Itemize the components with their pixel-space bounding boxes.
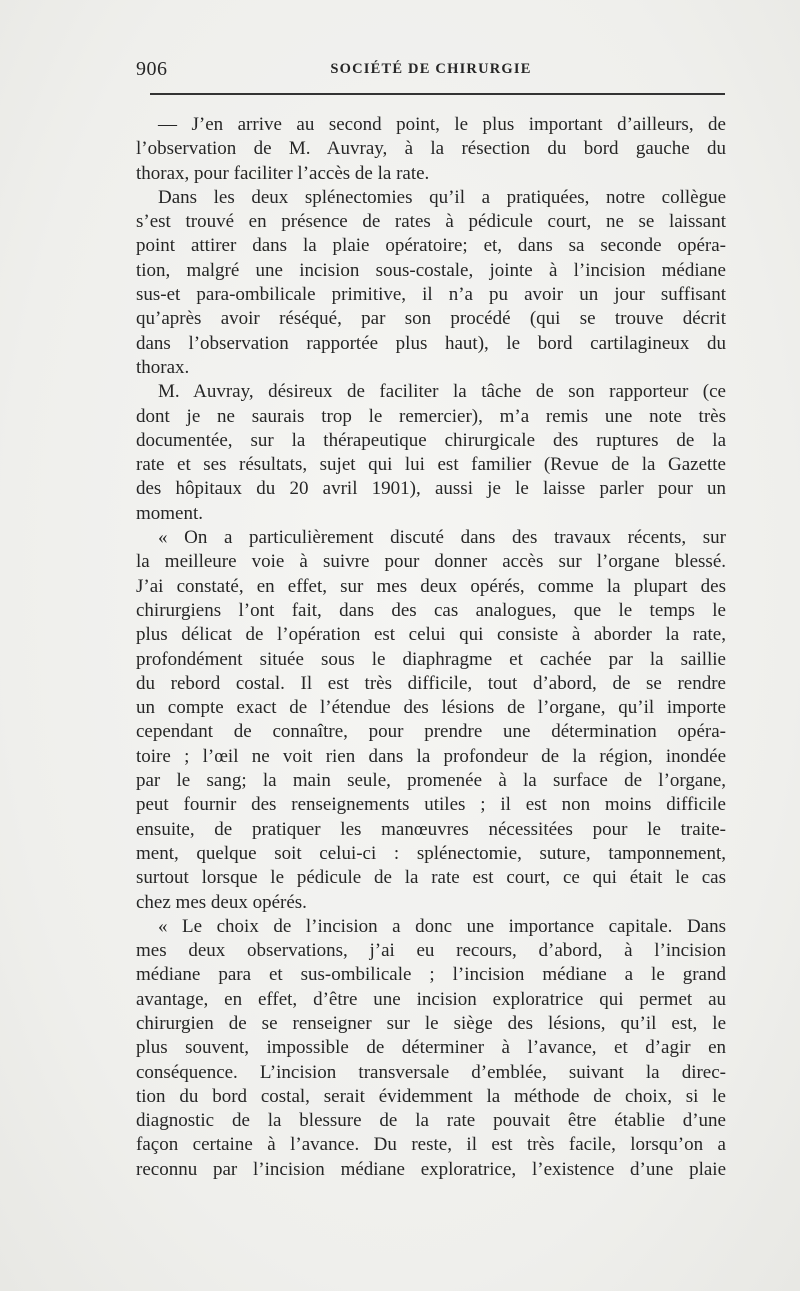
text-line: chirurgiens l’ont fait, dans des cas analogues, que le temps le (136, 599, 726, 621)
text-line: ment, quelque soit celui-ci : splénectomie, suture, tamponnement, (136, 842, 726, 864)
text-line: s’est trouvé en présence de rates à pédicule court, ne se laissant (136, 211, 726, 233)
text-line: médiane para et sus-ombilicale ; l’incision médiane a le grand (136, 964, 726, 986)
text-line: diagnostic de la blessure de la rate pouvait être établie d’une (136, 1110, 726, 1132)
text-line: l’observation de M. Auvray, à la résection du bord gauche du (136, 138, 726, 160)
text-line: dans l’observation rapportée plus haut), le bord cartilagineux du (136, 332, 726, 354)
text-line: avantage, en effet, d’être une incision exploratrice qui permet au (136, 988, 726, 1010)
text-line: rate et ses résultats, sujet qui lui est familier (Revue de la Gazette (136, 454, 726, 476)
running-head (136, 54, 726, 84)
text-line: moment. (136, 502, 204, 524)
text-line: J’ai constaté, en effet, sur mes deux opérés, comme la plupart des (136, 575, 726, 597)
text-line: peut fournir des renseignements utiles ; il est non moins difficile (136, 794, 726, 816)
text-line: documentée, sur la thérapeutique chirurgicale des ruptures de la (136, 429, 726, 451)
text-line: qu’après avoir réséqué, par son procédé (qui se trouve décrit (136, 308, 726, 330)
text-line: mes deux observations, j’ai eu recours, d’abord, à l’incision (136, 940, 726, 962)
text-line: plus délicat de l’opération est celui qui consiste à aborder la rate, (136, 624, 726, 646)
text-line: par le sang; la main seule, promenée à la surface de l’organe, (136, 770, 726, 792)
text-line: un compte exact de l’étendue des lésions de l’organe, qu’il importe (136, 697, 726, 719)
body-text (136, 113, 726, 1182)
text-line: chez mes deux opérés. (136, 891, 307, 913)
text-line: thorax, pour faciliter l’accès de la rate. (136, 162, 430, 184)
text-line: M. Auvray, désireux de faciliter la tâche de son rapporteur (ce (158, 381, 726, 403)
text-line: tion du bord costal, serait évidemment la méthode de choix, si le (136, 1085, 726, 1107)
text-line: du rebord costal. Il est très difficile, tout d’abord, de se rendre (136, 672, 726, 694)
text-line: chirurgien de se renseigner sur le siège des lésions, qu’il est, le (136, 1012, 726, 1034)
text-line: dont je ne saurais trop le remercier), m’a remis une note très (136, 405, 726, 427)
text-line: ensuite, de pratiquer les manœuvres nécessitées pour le traite- (136, 818, 726, 840)
text-line: reconnu par l’incision médiane exploratrice, l’existence d’une plaie (136, 1158, 726, 1180)
header-rule (150, 93, 725, 95)
text-line: façon certaine à l’avance. Du reste, il est très facile, lorsqu’on a (136, 1134, 726, 1156)
journal-title: SOCIÉTÉ DE CHIRURGIE (330, 61, 532, 77)
text-line: Dans les deux splénectomies qu’il a pratiquées, notre collègue (158, 186, 726, 208)
text-line: « Le choix de l’incision a donc une importance capitale. Dans (158, 915, 726, 937)
text-line: profondément située sous le diaphragme et cachée par la saillie (136, 648, 726, 670)
text-line: des hôpitaux du 20 avril 1901), aussi je le laisse parler pour un (136, 478, 726, 500)
text-line: — J’en arrive au second point, le plus important d’ailleurs, de (158, 114, 726, 135)
text-line: la meilleure voie à suivre pour donner accès sur l’organe blessé. (136, 551, 726, 573)
text-line: point attirer dans la plaie opératoire; et, dans sa seconde opéra- (136, 235, 726, 257)
text-line: « On a particulièrement discuté dans des travaux récents, sur (158, 527, 726, 549)
text-line: conséquence. L’incision transversale d’emblée, suivant la direc- (136, 1061, 726, 1083)
text-line: cependant de connaître, pour prendre une détermination opéra- (136, 721, 726, 743)
text-line: surtout lorsque le pédicule de la rate est court, ce qui était le cas (136, 867, 726, 889)
text-line: plus souvent, impossible de déterminer à l’avance, et d’agir en (136, 1037, 726, 1059)
text-line: thorax. (136, 356, 190, 378)
text-line: sus-et para-ombilicale primitive, il n’a pu avoir un jour suffisant (136, 284, 726, 306)
text-line: toire ; l’œil ne voit rien dans la profondeur de la région, inondée (136, 745, 726, 767)
page-number: 906 (136, 58, 168, 80)
text-line: tion, malgré une incision sous-costale, jointe à l’incision médiane (136, 259, 726, 281)
